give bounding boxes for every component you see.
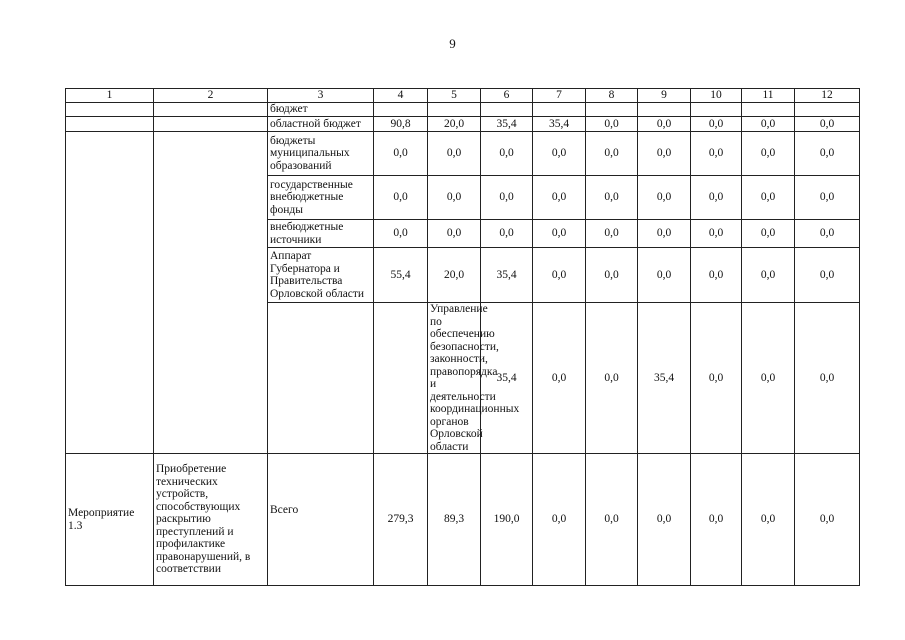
header-cell: 12 xyxy=(795,89,860,103)
funding-source: внебюджетные источники xyxy=(268,220,374,248)
value-cell: 279,3 xyxy=(374,454,428,586)
empty-cell xyxy=(154,132,268,454)
value-cell: 0,0 xyxy=(742,220,795,248)
empty-cell xyxy=(154,117,268,132)
value-cell xyxy=(481,103,533,117)
value-cell: 0,0 xyxy=(742,303,795,454)
value-cell: 0,0 xyxy=(586,303,638,454)
value-cell: 0,0 xyxy=(481,132,533,176)
table-row xyxy=(66,117,860,132)
value-cell: 0,0 xyxy=(638,117,691,132)
header-cell: 8 xyxy=(586,89,638,103)
value-cell: 190,0 xyxy=(481,454,533,586)
value-cell: 0,0 xyxy=(586,176,638,220)
funding-source: бюджеты муниципальных образований xyxy=(268,132,374,176)
header-cell: 9 xyxy=(638,89,691,103)
empty-cell xyxy=(268,303,374,454)
value-cell: 20,0 xyxy=(428,248,481,303)
value-cell: 0,0 xyxy=(374,132,428,176)
value-cell: 35,4 xyxy=(481,117,533,132)
value-cell: 0,0 xyxy=(742,132,795,176)
value-cell: 0,0 xyxy=(586,132,638,176)
value-cell: 0,0 xyxy=(374,220,428,248)
measure-name: Мероприятие 1.3 xyxy=(66,454,154,586)
value-cell: 0,0 xyxy=(428,220,481,248)
funding-source: государственные внебюджетные фонды xyxy=(268,176,374,220)
value-cell: 0,0 xyxy=(795,132,860,176)
measure-description: Приобретение технических устройств, способствующих раскрытию преступлений и профилактике правонарушений, в соответствии xyxy=(154,454,268,586)
header-cell: 2 xyxy=(154,89,268,103)
value-cell: 0,0 xyxy=(374,176,428,220)
value-cell xyxy=(586,103,638,117)
funding-source: Управление по обеспечению безопасности, законности, правопорядка и деятельности координационных органов Орловской области xyxy=(428,303,481,454)
value-cell: 0,0 xyxy=(742,248,795,303)
value-cell: 0,0 xyxy=(586,454,638,586)
value-cell: 35,4 xyxy=(638,303,691,454)
header-cell: 3 xyxy=(268,89,374,103)
value-cell: 0,0 xyxy=(638,454,691,586)
value-cell: 0,0 xyxy=(533,220,586,248)
value-cell: 0,0 xyxy=(691,117,742,132)
value-cell: 89,3 xyxy=(428,454,481,586)
empty-cell xyxy=(374,303,428,454)
value-cell: 0,0 xyxy=(795,176,860,220)
value-cell xyxy=(742,103,795,117)
value-cell: 0,0 xyxy=(428,132,481,176)
value-cell xyxy=(428,103,481,117)
value-cell: 55,4 xyxy=(374,248,428,303)
value-cell: 0,0 xyxy=(481,176,533,220)
value-cell: 0,0 xyxy=(481,220,533,248)
header-cell: 6 xyxy=(481,89,533,103)
budget-table xyxy=(65,88,860,586)
value-cell: 0,0 xyxy=(533,248,586,303)
funding-source: Всего xyxy=(268,454,374,586)
value-cell: 0,0 xyxy=(586,248,638,303)
value-cell xyxy=(533,103,586,117)
table-row xyxy=(66,132,860,176)
page-number: 9 xyxy=(449,36,456,51)
header-cell: 1 xyxy=(66,89,154,103)
value-cell: 0,0 xyxy=(691,303,742,454)
header-cell: 5 xyxy=(428,89,481,103)
value-cell: 0,0 xyxy=(795,303,860,454)
value-cell xyxy=(691,103,742,117)
value-cell: 0,0 xyxy=(795,117,860,132)
value-cell: 0,0 xyxy=(533,176,586,220)
empty-cell xyxy=(66,132,154,454)
empty-cell xyxy=(66,117,154,132)
funding-source: бюджет xyxy=(268,103,374,117)
value-cell: 0,0 xyxy=(533,132,586,176)
funding-source: Аппарат Губернатора и Правительства Орловской области xyxy=(268,248,374,303)
value-cell: 0,0 xyxy=(691,220,742,248)
funding-source: областной бюджет xyxy=(268,117,374,132)
value-cell: 0,0 xyxy=(586,220,638,248)
empty-cell xyxy=(66,103,154,117)
value-cell: 0,0 xyxy=(742,176,795,220)
value-cell: 0,0 xyxy=(638,132,691,176)
empty-cell xyxy=(154,103,268,117)
value-cell: 0,0 xyxy=(428,176,481,220)
value-cell: 0,0 xyxy=(533,303,586,454)
value-cell: 20,0 xyxy=(428,117,481,132)
value-cell: 0,0 xyxy=(691,176,742,220)
value-cell xyxy=(795,103,860,117)
value-cell: 35,4 xyxy=(481,248,533,303)
header-cell: 4 xyxy=(374,89,428,103)
value-cell: 0,0 xyxy=(533,454,586,586)
table-row xyxy=(66,103,860,117)
value-cell: 0,0 xyxy=(638,248,691,303)
measure-row xyxy=(66,454,860,586)
value-cell xyxy=(638,103,691,117)
value-cell: 35,4 xyxy=(481,303,533,454)
value-cell: 0,0 xyxy=(742,117,795,132)
header-cell: 7 xyxy=(533,89,586,103)
value-cell: 0,0 xyxy=(795,220,860,248)
header-row xyxy=(66,89,860,103)
value-cell: 35,4 xyxy=(533,117,586,132)
value-cell: 0,0 xyxy=(638,176,691,220)
value-cell: 0,0 xyxy=(795,454,860,586)
value-cell: 0,0 xyxy=(638,220,691,248)
value-cell: 0,0 xyxy=(742,454,795,586)
value-cell: 0,0 xyxy=(691,248,742,303)
value-cell: 0,0 xyxy=(691,454,742,586)
value-cell: 0,0 xyxy=(691,132,742,176)
value-cell: 90,8 xyxy=(374,117,428,132)
value-cell: 0,0 xyxy=(586,117,638,132)
value-cell xyxy=(374,103,428,117)
value-cell: 0,0 xyxy=(795,248,860,303)
header-cell: 11 xyxy=(742,89,795,103)
header-cell: 10 xyxy=(691,89,742,103)
